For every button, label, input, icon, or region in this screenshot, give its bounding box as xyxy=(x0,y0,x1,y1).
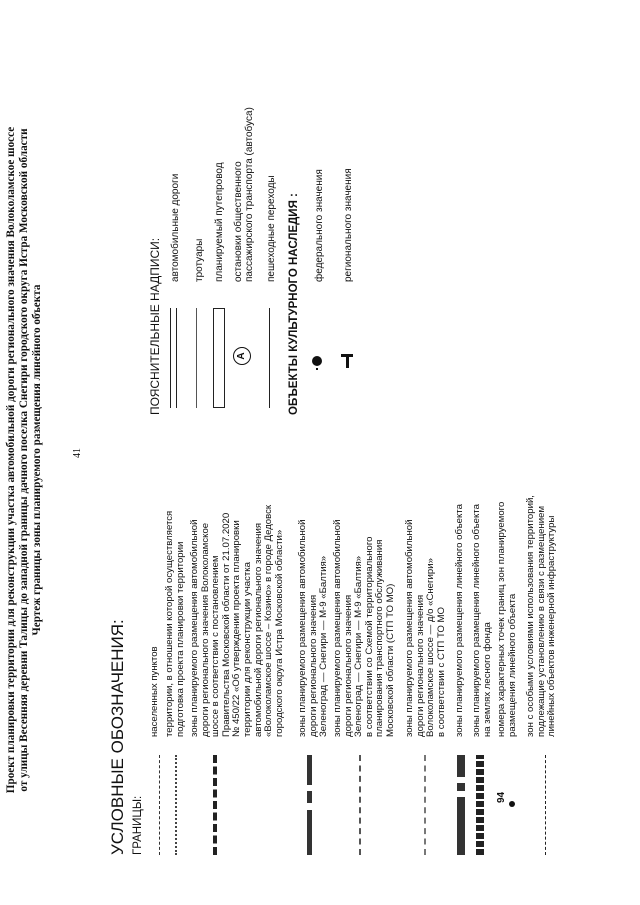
explanatory-item-4 xyxy=(233,107,255,282)
explanatory-line: пассажирского транспорта (автобуса) xyxy=(244,107,255,282)
legend-line: дороги регионального значения xyxy=(307,594,319,737)
crosswalk-icon xyxy=(266,308,274,408)
dash-dot-line-icon xyxy=(155,755,165,855)
legend-item-3 xyxy=(190,437,285,737)
regional-heritage-icon xyxy=(340,350,356,370)
legend-line: территории для реконструкции участка xyxy=(241,561,253,737)
heritage-item-1: федерального значения xyxy=(314,169,325,282)
title-line-2: от улицы Весенняя деревни Талицы до западной границы дачного поселка Снегири городского округа Истра Московской области xyxy=(18,128,30,792)
legend-line: шоссе в соответствии с постановлением xyxy=(210,555,222,737)
legend-item-4 xyxy=(298,437,330,737)
overpass-icon xyxy=(212,308,226,408)
legend-line: городского округа Истра Московской области» xyxy=(273,529,285,737)
legend-line: территории, в отношении которой осуществляется xyxy=(164,510,175,737)
legend-line: зоны планируемого размещения линейного объекта xyxy=(454,504,465,737)
legend-line: в соответствии со Схемой территориального xyxy=(363,536,375,737)
explanatory-line: остановки общественного xyxy=(233,161,244,282)
legend-line: Московской области (СТП ТО МО) xyxy=(384,583,396,737)
legend-line: зоны планируемого размещения автомобильной xyxy=(189,519,200,737)
legend-line: Волоколамское шоссе — д/о «Снегири» xyxy=(425,558,437,737)
legend-line: подготовка проекта планировки территории xyxy=(174,541,186,737)
point-number-icon xyxy=(496,779,522,809)
legend-line: размещения линейного объекта xyxy=(506,593,518,737)
title-line-3: Чертеж границы зоны планируемого размещения линейного объекта xyxy=(31,284,43,636)
legend-heading: УСЛОВНЫЕ ОБОЗНАЧЕНИЯ: xyxy=(108,619,127,855)
legend-line: автомобильной дороги регионального значения xyxy=(252,522,264,737)
legend-line: линейных объектов инженерной инфраструктуры xyxy=(546,515,558,737)
legend-item-6 xyxy=(405,437,447,737)
legend-line: № 450/22 «Об утверждении проекта планировки xyxy=(231,520,243,737)
legend-line: зоны планируемого размещения автомобильной xyxy=(404,519,415,737)
legend-line: «Волоколамское шоссе – Козино» в городе Дедовск xyxy=(263,504,275,737)
point-dot xyxy=(509,801,515,807)
legend-line: дороги регионального значения Волоколамское xyxy=(199,522,211,737)
legend-item-8 xyxy=(472,437,493,737)
legend-line: подлежащие установлению в связи с размещением xyxy=(535,505,547,737)
boundaries-label: ГРАНИЦЫ: xyxy=(132,795,144,855)
legend-item-7 xyxy=(455,437,466,737)
dotted-line-icon xyxy=(171,755,181,855)
legend-line: Зеленоград — Снегири — М-9 «Балтия» xyxy=(353,555,365,737)
legend-item-10 xyxy=(526,437,558,737)
bus-stop-icon xyxy=(233,345,253,365)
legend-line: дороги регионального значения xyxy=(414,594,426,737)
legend-line: в соответствии с СТП ТО МО xyxy=(435,607,447,737)
legend-item-2 xyxy=(165,437,186,737)
light-dash-line-icon xyxy=(355,755,365,855)
legend-line: номера характерных точек границ зон планируемого xyxy=(496,501,507,737)
legend-line: на землях лесного фонда xyxy=(481,622,493,737)
sidewalk-line-icon xyxy=(193,308,201,408)
thick-dash-line-icon xyxy=(210,755,220,855)
solid-bar-line-icon xyxy=(455,755,467,855)
legend-line: зоны планируемого размещения линейного объекта xyxy=(471,504,482,737)
explanatory-item-1: автомобильные дороги xyxy=(170,173,181,282)
legend-item-1 xyxy=(150,437,161,737)
dash-long-line-icon xyxy=(541,755,551,855)
point-number-label: 94 xyxy=(496,791,507,803)
title-line-1: Проект планировки территории для реконструкции участка автомобильной дороги регионального значения Волоколамское шоссе xyxy=(5,126,17,794)
bus-stop-label: А xyxy=(233,347,251,365)
explanatory-heading: ПОЯСНИТЕЛЬНЫЕ НАДПИСИ: xyxy=(148,237,162,415)
road-lines-icon xyxy=(168,308,180,408)
legend-line: планирования транспортного обслуживания xyxy=(374,539,386,737)
explanatory-item-5: пешеходные переходы xyxy=(266,175,277,282)
legend-line: зоны планируемого размещения автомобильной xyxy=(297,519,308,737)
page-number: 41 xyxy=(72,448,83,458)
heavy-dash-line-icon xyxy=(305,755,315,855)
heritage-heading: ОБЪЕКТЫ КУЛЬТУРНОГО НАСЛЕДИЯ : xyxy=(288,193,300,415)
explanatory-item-2: тротуары xyxy=(194,238,205,282)
striped-bar-line-icon xyxy=(474,755,486,855)
legend-line: зоны планируемого размещения автомобильной xyxy=(332,519,343,737)
sparse-dash-line-icon xyxy=(420,755,430,855)
document-title xyxy=(5,70,44,850)
legend-line: Правительства Московской области от 21.07.2020 xyxy=(220,512,232,737)
legend-line: населенных пунктов xyxy=(149,646,160,737)
legend-item-5 xyxy=(333,437,397,737)
explanatory-item-3: планируемый путепровод xyxy=(214,162,225,282)
heritage-item-2: регионального значения xyxy=(343,168,354,282)
legend-line: Зеленоград — Снегири — М-9 «Балтия» xyxy=(318,555,330,737)
legend-line: дороги регионального значения xyxy=(342,594,354,737)
federal-heritage-icon xyxy=(311,350,327,370)
legend-item-9 xyxy=(497,437,518,737)
legend-line: зон с особыми условиями использования территорий, xyxy=(525,495,536,737)
